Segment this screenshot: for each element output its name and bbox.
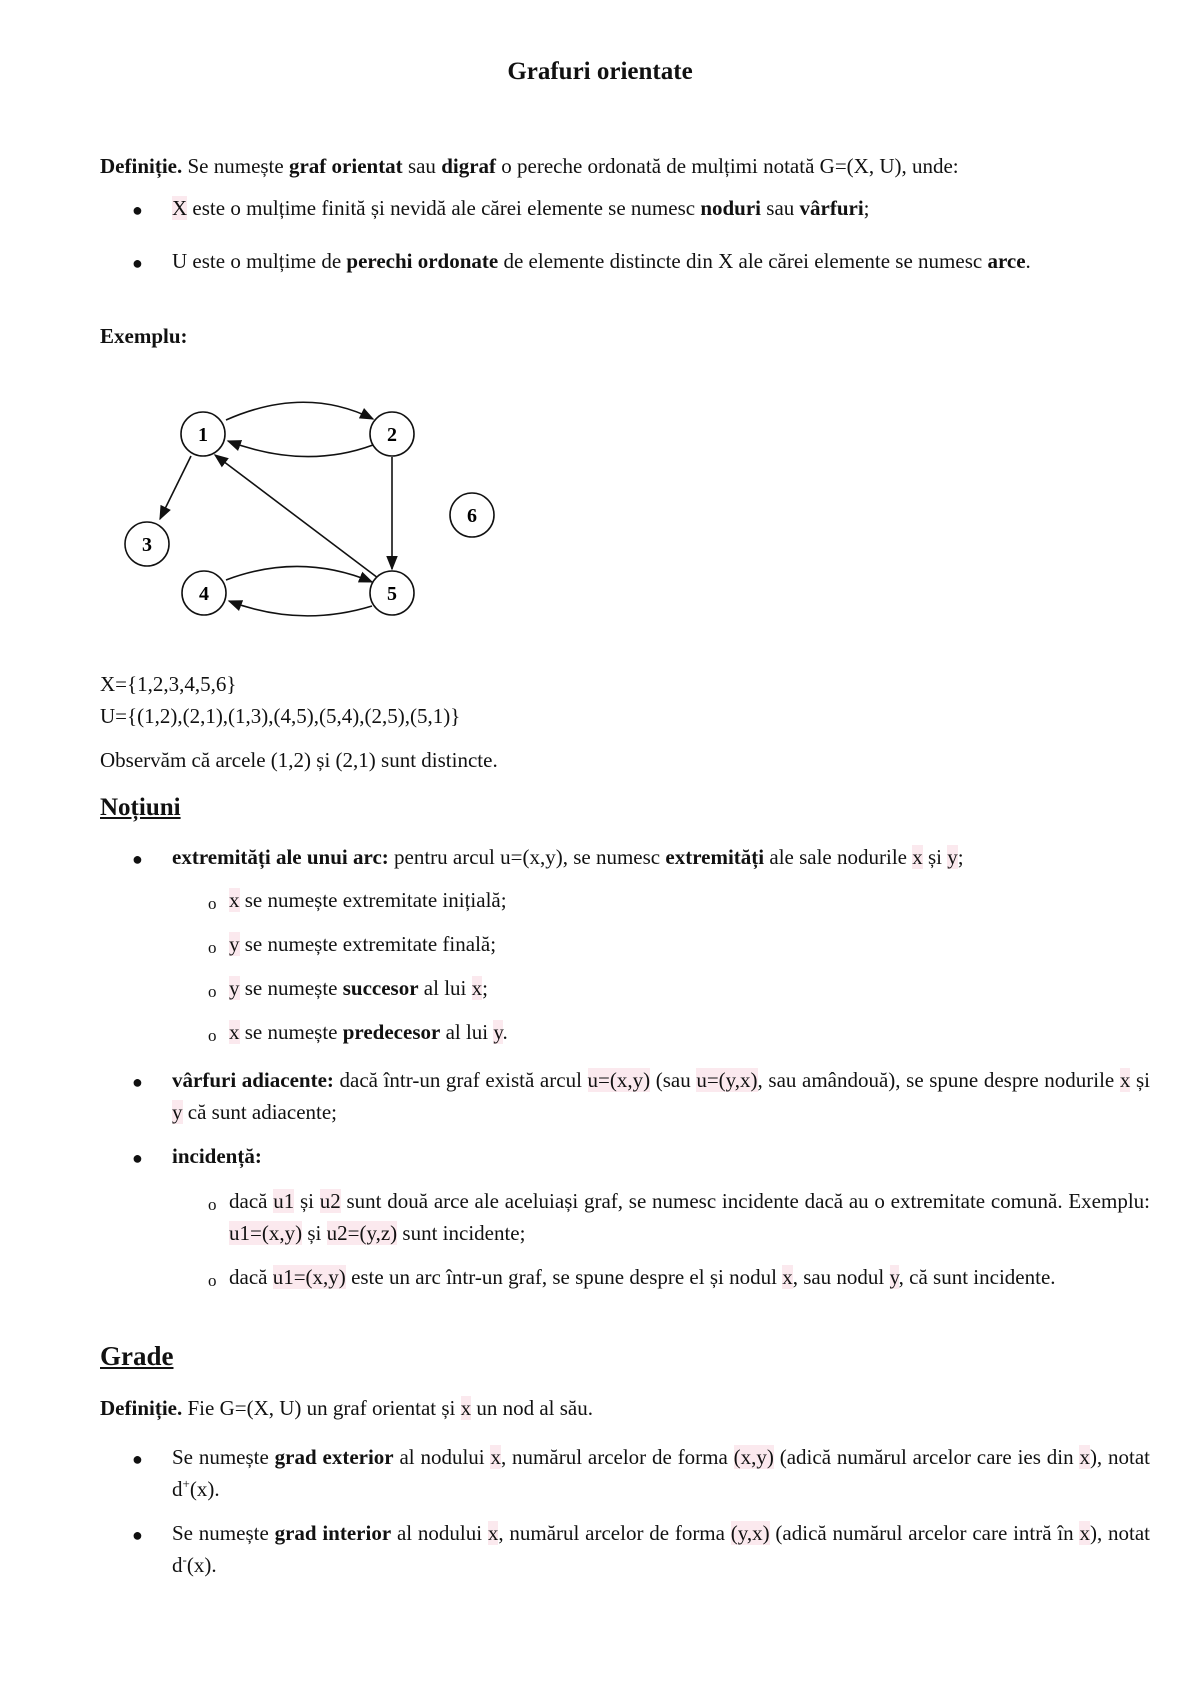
text: (x). bbox=[189, 1477, 220, 1501]
text: , numărul arcelor de forma bbox=[500, 1445, 734, 1469]
svg-text:4: 4 bbox=[199, 583, 209, 605]
arc-notation: u1=(x,y) bbox=[229, 1221, 303, 1245]
sub-item bbox=[229, 1261, 1150, 1293]
var-x: X bbox=[718, 249, 734, 273]
term-digraf: digraf bbox=[441, 154, 497, 178]
text: sau bbox=[402, 154, 442, 178]
graph-node bbox=[370, 571, 414, 615]
text: se numește extremitate finală; bbox=[239, 932, 497, 956]
bullet-marker: ● bbox=[132, 1525, 143, 1545]
example-heading: Exemplu: bbox=[100, 324, 188, 348]
definition-grade-paragraph bbox=[100, 1392, 1150, 1424]
page-title: Grafuri orientate bbox=[507, 58, 693, 85]
text: se numește extremitate inițială; bbox=[239, 888, 507, 912]
text: că sunt adiacente; bbox=[182, 1100, 338, 1124]
observation: Observăm că arcele (1,2) și (2,1) sunt distincte. bbox=[100, 748, 498, 772]
var-x: X bbox=[172, 196, 188, 220]
text: al lui bbox=[418, 976, 472, 1000]
superscript-minus: - bbox=[182, 1552, 187, 1567]
text: sunt incidente; bbox=[397, 1221, 526, 1245]
text: ), notat d bbox=[172, 1445, 1151, 1501]
graph-node bbox=[125, 522, 169, 566]
text: ), notat d bbox=[172, 1521, 1151, 1577]
sub-bullet-marker: o bbox=[208, 1271, 217, 1290]
arc-notation: u=(y,x) bbox=[696, 1068, 758, 1092]
section-heading-notiuni: Noțiuni bbox=[100, 794, 181, 821]
text: este un arc într-un graf, se spune despre el și nodul bbox=[345, 1265, 783, 1289]
arc-notation: u2 bbox=[319, 1189, 341, 1213]
var-x: x bbox=[460, 1396, 472, 1420]
sub-item bbox=[229, 972, 1150, 1004]
text: al nodului bbox=[393, 1445, 491, 1469]
term-noduri: noduri bbox=[700, 196, 762, 220]
bullet-marker: ● bbox=[132, 1148, 143, 1168]
sub-bullet-marker: o bbox=[208, 1195, 217, 1214]
var-y: y bbox=[229, 976, 240, 1000]
text: (adică numărul arcelor care ies din bbox=[773, 1445, 1080, 1469]
section-heading-grade: Grade bbox=[100, 1341, 174, 1371]
text: pentru arcul bbox=[388, 845, 501, 869]
text: Se numește bbox=[172, 1445, 275, 1469]
arc-notation: u1=(x,y) bbox=[272, 1265, 346, 1289]
bullet-item-grad-exterior bbox=[172, 1441, 1150, 1505]
var-x: x bbox=[490, 1445, 501, 1469]
arc-5-1 bbox=[215, 455, 378, 578]
arc-notation: u=(x,y) bbox=[587, 1068, 651, 1092]
directed-graph-diagram bbox=[0, 0, 1200, 640]
arc-5-4 bbox=[229, 601, 372, 616]
text: ; bbox=[863, 196, 870, 220]
graph-node bbox=[182, 571, 226, 615]
definition-lead: Definiție. bbox=[100, 1396, 183, 1420]
bullet-item-incidenta bbox=[172, 1140, 1150, 1172]
text: dacă bbox=[229, 1189, 274, 1213]
term-arce: arce bbox=[987, 249, 1026, 273]
text: Se numește bbox=[182, 154, 289, 178]
var-x: x bbox=[782, 1265, 793, 1289]
arc-form: (x,y) bbox=[733, 1445, 774, 1469]
svg-text:1: 1 bbox=[198, 424, 208, 446]
var-y: y bbox=[229, 932, 240, 956]
var-x: x bbox=[1119, 1068, 1131, 1092]
term-succesor: succesor bbox=[342, 976, 419, 1000]
sub-bullet-marker: o bbox=[208, 894, 217, 913]
graph-notation: G=(X, U) bbox=[219, 1396, 302, 1420]
svg-text:2: 2 bbox=[387, 424, 397, 446]
text: , unde: bbox=[901, 154, 959, 178]
term-predecesor: predecesor bbox=[342, 1020, 441, 1044]
var-x: x bbox=[1079, 1521, 1090, 1545]
text: și bbox=[1130, 1068, 1150, 1092]
set-x: X={1,2,3,4,5,6} bbox=[100, 672, 237, 696]
sub-bullet-marker: o bbox=[208, 938, 217, 957]
term-incidenta: incidență: bbox=[172, 1144, 262, 1168]
text: , sau nodul bbox=[792, 1265, 890, 1289]
svg-text:3: 3 bbox=[142, 534, 152, 556]
var-x: x bbox=[1079, 1445, 1090, 1469]
text: , se numesc bbox=[562, 845, 666, 869]
arc-form: (y,x) bbox=[730, 1521, 770, 1545]
text: , că sunt incidente. bbox=[898, 1265, 1056, 1289]
text: dacă bbox=[229, 1265, 273, 1289]
text: un graf orientat și bbox=[301, 1396, 461, 1420]
text: o pereche ordonată de mulțimi notată bbox=[496, 154, 820, 178]
bullet-item-grad-interior bbox=[172, 1517, 1150, 1581]
var-x: x bbox=[912, 845, 923, 869]
arc-1-3 bbox=[160, 456, 191, 519]
term-grad-exterior: grad exterior bbox=[274, 1445, 394, 1469]
bullet-marker: ● bbox=[132, 200, 143, 220]
text: este o mulțime de bbox=[187, 249, 347, 273]
text: sunt două arce ale aceluiași graf, se numesc incidente dacă au o extremitate comună. Exemplu: bbox=[340, 1189, 1150, 1213]
sub-item bbox=[229, 884, 1150, 916]
var-x: x bbox=[487, 1521, 499, 1545]
sub-item bbox=[229, 1016, 1150, 1048]
text: , numărul arcelor de forma bbox=[498, 1521, 731, 1545]
arc-1-2 bbox=[226, 402, 373, 420]
term-extremitati-arc: extremități ale unui arc: bbox=[172, 845, 389, 869]
arc-notation: u=(x,y) bbox=[500, 845, 563, 869]
text: și bbox=[294, 1189, 320, 1213]
term-perechi-ordonate: perechi ordonate bbox=[346, 249, 499, 273]
text: Fie bbox=[182, 1396, 220, 1420]
text: și bbox=[922, 845, 948, 869]
text: ale sale nodurile bbox=[764, 845, 913, 869]
text: dacă într-un graf există arcul bbox=[333, 1068, 588, 1092]
text: . bbox=[1025, 249, 1031, 273]
var-x: x bbox=[229, 888, 240, 912]
definition-lead: Definiție. bbox=[100, 154, 183, 178]
arc-notation: u2=(y,z) bbox=[326, 1221, 398, 1245]
text: ; bbox=[957, 845, 964, 869]
sub-bullet-marker: o bbox=[208, 982, 217, 1001]
text: al nodului bbox=[391, 1521, 488, 1545]
bullet-marker: ● bbox=[132, 849, 143, 869]
text: (adică numărul arcelor care intră în bbox=[769, 1521, 1080, 1545]
var-y: y bbox=[493, 1020, 503, 1044]
bullet-item-extremitati bbox=[172, 841, 1150, 873]
superscript-plus: + bbox=[182, 1476, 190, 1491]
text: , sau amândouă), se spune despre nodurile bbox=[757, 1068, 1120, 1092]
var-y: y bbox=[172, 1100, 183, 1124]
text: și bbox=[302, 1221, 327, 1245]
text: ale cărei elemente se numesc bbox=[733, 249, 988, 273]
svg-text:5: 5 bbox=[387, 583, 397, 605]
term-grad-interior: grad interior bbox=[274, 1521, 392, 1545]
bullet-item-adiacente bbox=[172, 1064, 1150, 1128]
text: un nod al său. bbox=[471, 1396, 594, 1420]
text: sau bbox=[761, 196, 800, 220]
graph-node bbox=[370, 412, 414, 456]
sub-item bbox=[229, 1185, 1150, 1249]
sub-bullet-marker: o bbox=[208, 1026, 217, 1045]
term-varfuri: vârfuri bbox=[799, 196, 864, 220]
text: se numește bbox=[239, 976, 343, 1000]
sub-item bbox=[229, 928, 1150, 960]
bullet-marker: ● bbox=[132, 1072, 143, 1092]
text: se numește bbox=[239, 1020, 343, 1044]
svg-text:6: 6 bbox=[467, 505, 477, 527]
set-u: U={(1,2),(2,1),(1,3),(4,5),(5,4),(2,5),(5,1)} bbox=[100, 704, 461, 728]
text: . bbox=[502, 1020, 508, 1044]
bullet-marker: ● bbox=[132, 1449, 143, 1469]
text: este o mulțime finită și nevidă ale cărei elemente se numesc bbox=[187, 196, 701, 220]
term-graf-orientat: graf orientat bbox=[288, 154, 403, 178]
bullet-marker: ● bbox=[132, 253, 143, 273]
var-y: y bbox=[889, 1265, 899, 1289]
text: de elemente distincte din bbox=[498, 249, 719, 273]
var-x: x bbox=[229, 1020, 240, 1044]
text: Se numește bbox=[172, 1521, 275, 1545]
text: (x). bbox=[186, 1553, 217, 1577]
graph-notation: G=(X, U) bbox=[819, 154, 902, 178]
text: (sau bbox=[650, 1068, 697, 1092]
var-u: U bbox=[172, 249, 188, 273]
arc-notation: u1 bbox=[273, 1189, 295, 1213]
graph-node bbox=[450, 493, 494, 537]
arc-4-5 bbox=[226, 566, 372, 582]
var-y: y bbox=[947, 845, 958, 869]
graph-node bbox=[181, 412, 225, 456]
text: al lui bbox=[440, 1020, 494, 1044]
term-varfuri-adiacente: vârfuri adiacente: bbox=[172, 1068, 334, 1092]
term-extremitati: extremități bbox=[665, 845, 765, 869]
arc-2-1 bbox=[228, 441, 373, 457]
text: ; bbox=[482, 976, 488, 1000]
var-x: x bbox=[471, 976, 483, 1000]
